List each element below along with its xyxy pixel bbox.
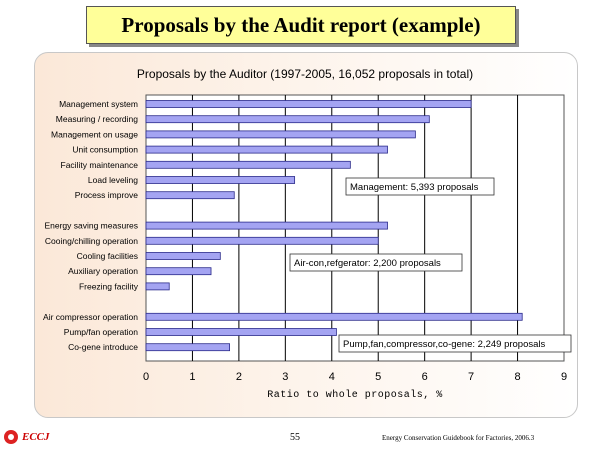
annotation-label: Pump,fan,compressor,co-gene: 2,249 proposals bbox=[343, 339, 546, 350]
bar bbox=[146, 146, 388, 153]
annotation-label: Air-con,refgerator: 2,200 proposals bbox=[294, 258, 441, 269]
x-tick-labels bbox=[143, 371, 567, 383]
bar bbox=[146, 313, 522, 320]
bar bbox=[146, 116, 429, 123]
bar bbox=[146, 283, 169, 290]
category-label: Process improve bbox=[74, 190, 138, 201]
x-tick-label: 9 bbox=[560, 371, 568, 383]
category-label: Cooing/chilling operation bbox=[44, 235, 138, 246]
category-label: Load leveling bbox=[87, 175, 138, 185]
chart-title: Proposals by the Auditor (1997-2005, 16,052 proposals in total) bbox=[136, 67, 474, 81]
x-tick-label: 6 bbox=[421, 371, 428, 383]
category-label: Unit consumption bbox=[72, 144, 138, 155]
bar bbox=[146, 161, 350, 168]
category-label: Energy saving measures bbox=[44, 220, 138, 231]
bar bbox=[146, 101, 471, 108]
category-label: Facility maintenance bbox=[60, 159, 138, 170]
category-label: Management system bbox=[59, 99, 138, 109]
x-tick-label: 5 bbox=[375, 371, 382, 383]
eccj-logo bbox=[4, 430, 50, 444]
bar bbox=[146, 222, 388, 229]
bar bbox=[146, 131, 415, 138]
slide-title: Proposals by the Audit report (example) bbox=[121, 12, 481, 37]
bar bbox=[146, 237, 378, 244]
category-label: Freezing facility bbox=[78, 281, 138, 292]
bar bbox=[146, 177, 295, 184]
category-label: Air compressor operation bbox=[43, 311, 138, 322]
category-labels bbox=[43, 99, 139, 352]
x-tick-label: 8 bbox=[514, 371, 521, 383]
page-number: 55 bbox=[290, 432, 300, 443]
x-tick-label: 7 bbox=[468, 371, 475, 383]
eccj-logo-icon bbox=[4, 430, 18, 444]
logo-text: ECCJ bbox=[22, 431, 50, 443]
category-label: Co-gene introduce bbox=[68, 342, 138, 353]
category-label: Management on usage bbox=[51, 129, 138, 140]
bar bbox=[146, 329, 336, 336]
bar bbox=[146, 192, 234, 199]
x-axis-label: Ratio to whole proposals, % bbox=[267, 390, 443, 401]
bar bbox=[146, 253, 220, 260]
source-citation: Energy Conservation Guidebook for Factories, 2006.3 bbox=[382, 434, 535, 442]
x-tick-label: 1 bbox=[189, 371, 196, 383]
category-label: Cooling facilities bbox=[76, 251, 138, 261]
annotation-label: Management: 5,393 proposals bbox=[350, 182, 479, 193]
x-tick-label: 3 bbox=[282, 371, 289, 383]
category-label: Auxiliary operation bbox=[68, 266, 138, 277]
category-label: Measuring / recording bbox=[55, 114, 138, 125]
x-tick-label: 0 bbox=[142, 371, 150, 383]
category-label: Pump/fan operation bbox=[63, 327, 138, 337]
x-tick-label: 2 bbox=[235, 371, 242, 383]
x-tick-label: 4 bbox=[328, 371, 335, 383]
bar bbox=[146, 344, 230, 351]
bar bbox=[146, 268, 211, 275]
